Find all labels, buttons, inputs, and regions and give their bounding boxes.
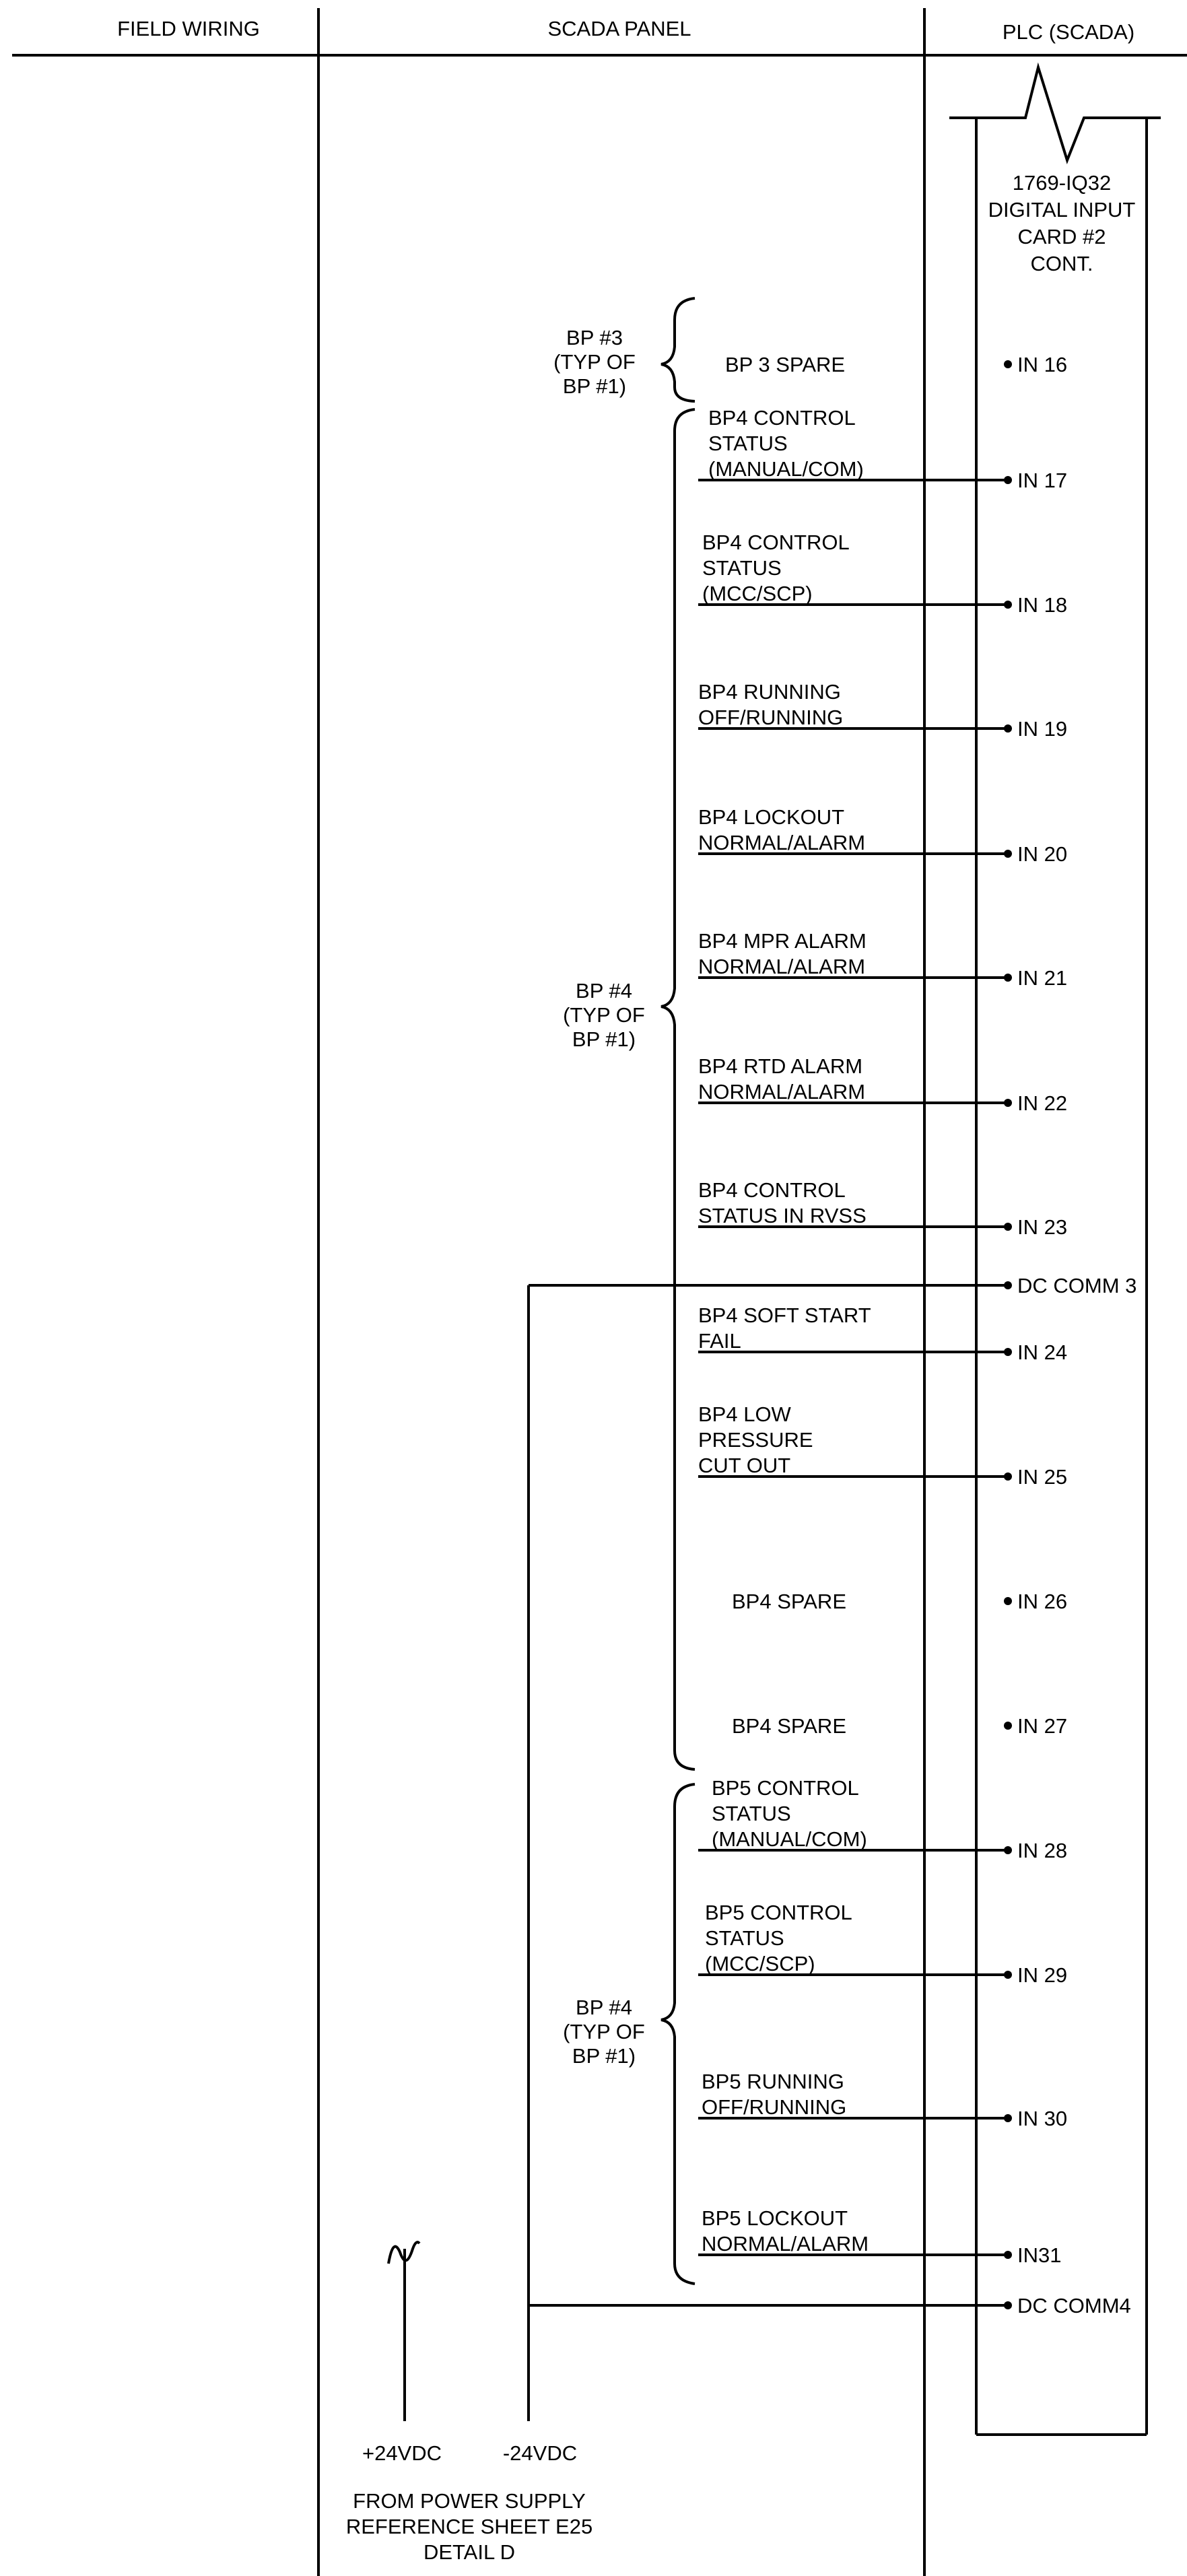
terminal-label: IN 25 xyxy=(1017,1465,1068,1489)
input-description: (MCC/SCP) xyxy=(702,582,813,605)
input-description: BP4 SPARE xyxy=(732,1714,847,1738)
group-label-line: BP #4 xyxy=(576,979,632,1003)
group-label-line: BP #1) xyxy=(572,2044,636,2068)
card-label-line-2: DIGITAL INPUT xyxy=(988,198,1136,222)
group-label-line: (TYP OF xyxy=(563,2020,645,2043)
group-label-bp5 xyxy=(563,1996,645,2068)
card-label-line-1: 1769-IQ32 xyxy=(1012,171,1112,195)
input-description: (MCC/SCP) xyxy=(705,1952,815,1975)
group-label-line: BP #1) xyxy=(562,374,627,398)
terminal-dot xyxy=(1004,1722,1012,1730)
input-description: NORMAL/ALARM xyxy=(698,1080,866,1104)
input-description: NORMAL/ALARM xyxy=(698,955,866,978)
terminal-label: IN 17 xyxy=(1017,469,1068,492)
group-label-line: BP #3 xyxy=(566,326,623,349)
input-description: BP5 CONTROL xyxy=(712,1776,859,1800)
group-brace-bp3 xyxy=(661,298,695,401)
input-description: STATUS xyxy=(702,556,782,580)
input-description: BP5 RUNNING xyxy=(702,2070,844,2093)
terminal-dot xyxy=(1004,1472,1012,1481)
input-description: BP4 SOFT START xyxy=(698,1303,871,1327)
terminal-label: IN31 xyxy=(1017,2243,1062,2267)
input-description: PRESSURE xyxy=(698,1428,813,1452)
terminal-label: IN 18 xyxy=(1017,593,1068,617)
terminal-dot xyxy=(1004,1099,1012,1107)
plc-card-outline xyxy=(949,67,1161,160)
terminal-dot xyxy=(1004,1348,1012,1356)
input-description: BP5 CONTROL xyxy=(705,1901,852,1924)
power-note-line-1: FROM POWER SUPPLY xyxy=(353,2489,586,2513)
terminal-dot xyxy=(1004,476,1012,484)
group-label-bp3 xyxy=(553,326,636,398)
terminal-label: IN 22 xyxy=(1017,1091,1068,1115)
terminal-dot xyxy=(1004,850,1012,858)
terminal-label: DC COMM 3 xyxy=(1017,1274,1137,1297)
terminal-label: IN 24 xyxy=(1017,1341,1068,1364)
input-description: (MANUAL/COM) xyxy=(708,457,864,481)
input-description: NORMAL/ALARM xyxy=(698,831,866,854)
group-brace-bp5 xyxy=(661,1784,695,2284)
input-description: CUT OUT xyxy=(698,1454,791,1477)
terminal-label: IN 19 xyxy=(1017,717,1068,741)
input-description: (MANUAL/COM) xyxy=(712,1827,867,1851)
terminal-label: DC COMM4 xyxy=(1017,2294,1131,2317)
input-description: BP4 LOW xyxy=(698,1402,791,1426)
input-description: FAIL xyxy=(698,1329,741,1353)
terminal-dot xyxy=(1004,601,1012,609)
terminal-label: IN 29 xyxy=(1017,1963,1068,1987)
input-description: BP4 LOCKOUT xyxy=(698,805,845,829)
input-description: STATUS xyxy=(712,1802,791,1825)
terminal-label: IN 27 xyxy=(1017,1714,1068,1738)
input-description: BP5 LOCKOUT xyxy=(702,2206,848,2230)
input-description: BP4 RTD ALARM xyxy=(698,1054,863,1078)
input-description: BP4 MPR ALARM xyxy=(698,929,867,953)
terminal-label: IN 20 xyxy=(1017,842,1068,866)
terminal-label: IN 26 xyxy=(1017,1590,1068,1613)
input-description: BP4 RUNNING xyxy=(698,680,841,704)
terminal-dot xyxy=(1004,974,1012,982)
group-label-line: (TYP OF xyxy=(563,1003,645,1027)
group-label-line: (TYP OF xyxy=(553,350,636,374)
input-description: NORMAL/ALARM xyxy=(702,2232,869,2256)
group-brace-bp4 xyxy=(661,409,695,1769)
terminal-label: IN 23 xyxy=(1017,1215,1068,1239)
terminal-dot xyxy=(1004,1971,1012,1979)
group-label-line: BP #1) xyxy=(572,1027,636,1051)
input-description: OFF/RUNNING xyxy=(698,706,844,729)
group-label-bp4 xyxy=(563,979,645,1051)
input-description: STATUS xyxy=(705,1926,784,1950)
header-field-wiring: FIELD WIRING xyxy=(117,17,260,40)
input-description: BP4 SPARE xyxy=(732,1590,847,1613)
terminal-dot xyxy=(1004,2114,1012,2122)
input-description: STATUS xyxy=(708,432,788,455)
positive-supply-label: +24VDC xyxy=(362,2441,442,2465)
negative-supply-label: -24VDC xyxy=(502,2441,578,2465)
card-label-line-3: CARD #2 xyxy=(1017,225,1106,248)
terminal-dot xyxy=(1004,1281,1012,1289)
group-label-line: BP #4 xyxy=(576,1996,632,2019)
terminal-label: IN 28 xyxy=(1017,1839,1068,1862)
terminal-dot xyxy=(1004,2251,1012,2259)
terminal-dot xyxy=(1004,2301,1012,2309)
terminal-label: IN 21 xyxy=(1017,966,1068,990)
input-description: BP4 CONTROL xyxy=(702,531,850,554)
input-description: STATUS IN RVSS xyxy=(698,1204,867,1227)
input-description: BP 3 SPARE xyxy=(725,353,846,376)
terminal-dot xyxy=(1004,1597,1012,1605)
power-note-line-3: DETAIL D xyxy=(423,2540,516,2564)
terminal-dot xyxy=(1004,1846,1012,1854)
power-note-line-2: REFERENCE SHEET E25 xyxy=(345,2515,593,2538)
input-description: BP4 CONTROL xyxy=(698,1178,846,1202)
terminal-label: IN 16 xyxy=(1017,353,1068,376)
input-description: OFF/RUNNING xyxy=(702,2095,847,2119)
terminal-dot xyxy=(1004,1223,1012,1231)
card-label-line-4: CONT. xyxy=(1030,252,1093,275)
input-description: BP4 CONTROL xyxy=(708,406,856,430)
header-scada-panel: SCADA PANEL xyxy=(547,17,691,40)
header-plc: PLC (SCADA) xyxy=(1002,20,1135,44)
terminal-dot xyxy=(1004,360,1012,368)
terminal-label: IN 30 xyxy=(1017,2107,1068,2130)
terminal-dot xyxy=(1004,724,1012,733)
